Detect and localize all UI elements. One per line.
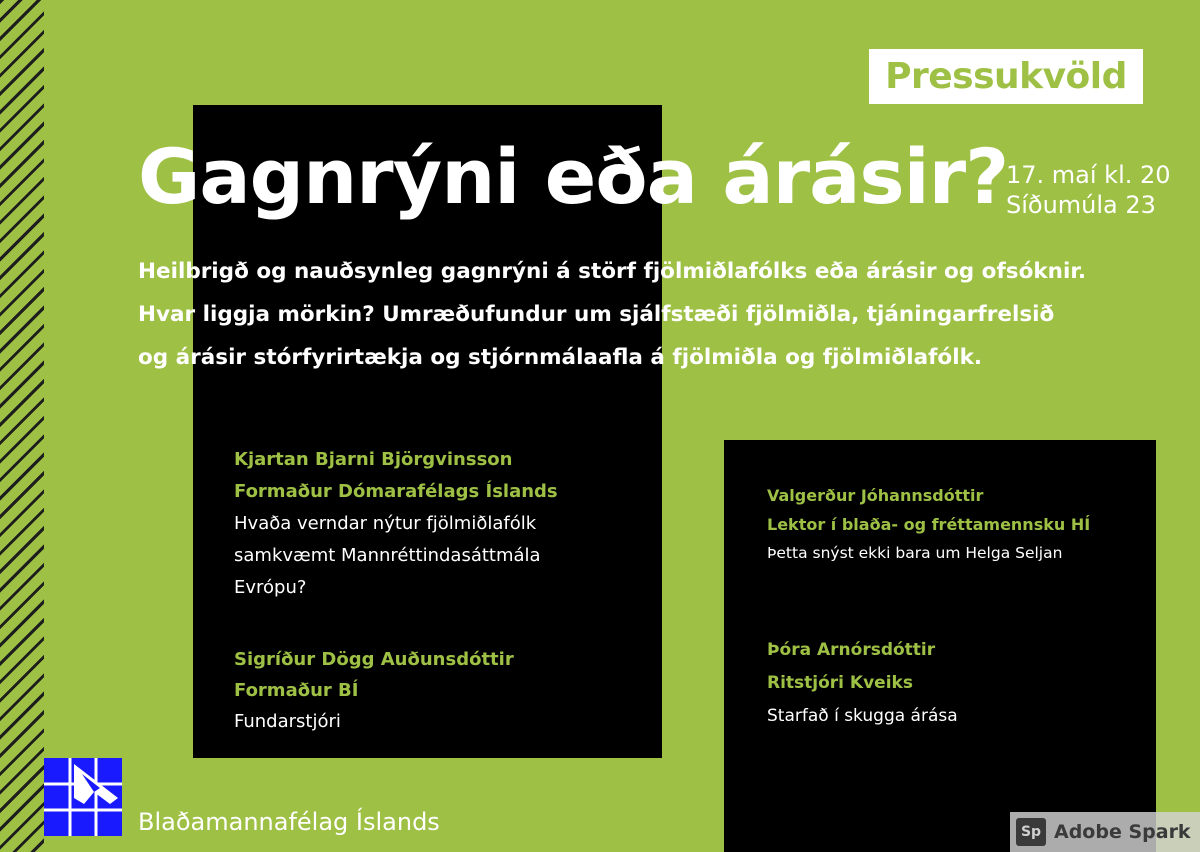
intro-line: Hvar liggja mörkin? Umræðufundur um sjálfstæði fjölmiðla, tjáningarfrelsið [138,302,1055,327]
speaker-topic: Starfað í skugga árása [767,706,958,726]
watermark [1010,812,1200,852]
speaker-name: Þóra Arnórsdóttir [767,640,936,660]
intro-line: Heilbrigð og nauðsynleg gagnrýni á störf fjölmiðlafólks eða árásir og ofsóknir. [138,259,1087,284]
speaker-name: Sigríður Dögg Auðunsdóttir [234,649,514,670]
event-date: 17. maí kl. 20 [1006,161,1171,189]
speaker-valgerdur [767,481,1090,568]
event-tag: Pressukvöld [869,49,1143,104]
speaker-role: Lektor í blaða- og fréttamennsku HÍ [767,515,1091,534]
speaker-name: Valgerður Jóhannsdóttir [767,486,984,505]
speaker-topic: Fundarstjóri [234,711,341,732]
intro-line: og árásir stórfyrirtækja og stjórnmálaafla á fjölmiðla og fjölmiðlafólk. [138,345,983,370]
speaker-kjartan [234,444,558,604]
event-venue: Síðumúla 23 [1006,191,1156,219]
speaker-topic: Hvaða verndar nýtur fjölmiðlafólk [234,513,537,534]
spark-icon: Sp [1016,818,1046,846]
speaker-sigridur [234,644,514,737]
event-details [1006,160,1171,220]
organization-name: Blaðamannafélag Íslands [138,808,440,836]
speaker-role: Formaður Dómarafélags Íslands [234,481,558,502]
speaker-topic: Þetta snýst ekki bara um Helga Seljan [767,544,1063,562]
speaker-role: Ritstjóri Kveiks [767,673,913,693]
headline: Gagnrýni eða árásir? [138,132,1009,221]
speaker-role: Formaður BÍ [234,680,359,701]
diagonal-stripes [0,0,44,852]
speaker-name: Kjartan Bjarni Björgvinsson [234,449,513,470]
watermark-text: Adobe Spark [1054,821,1191,843]
intro-text [138,250,1178,379]
speaker-topic: Evrópu? [234,577,307,598]
speaker-topic: samkvæmt Mannréttindasáttmála [234,545,541,566]
speaker-thora [767,634,958,733]
organization-logo-icon [44,758,122,836]
